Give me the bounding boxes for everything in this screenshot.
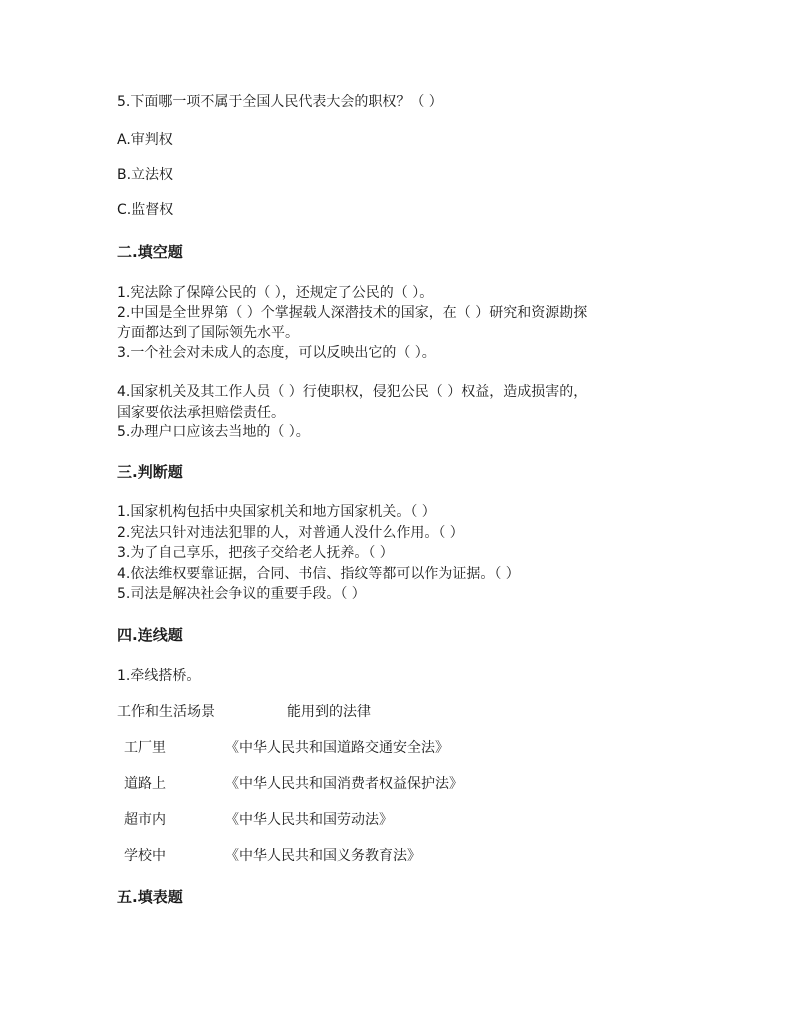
fill-blank-line-7: 5.办理户口应该去当地的（ ）。 xyxy=(117,424,310,440)
law-item: 《中华人民共和国劳动法》 xyxy=(225,812,393,828)
section-4-title: 四.连线题 xyxy=(117,626,183,644)
judge-line-3: 3.为了自己享乐，把孩子交给老人抚养。（ ） xyxy=(117,545,394,561)
fill-blank-line-2: 2.中国是全世界第（ ）个掌握载人深潜技术的国家，在（ ）研究和资源勘探 xyxy=(117,305,588,321)
fill-blank-line-3: 方面都达到了国际领先水平。 xyxy=(117,325,299,341)
question-5-stem: 5.下面哪一项不属于全国人民代表大会的职权？（ ） xyxy=(117,94,443,110)
matching-header-right: 能用到的法律 xyxy=(287,704,371,720)
law-item: 《中华人民共和国消费者权益保护法》 xyxy=(225,776,463,792)
judge-line-4: 4.依法维权要靠证据，合同、书信、指纹等都可以作为证据。（ ） xyxy=(117,566,520,582)
judge-line-2: 2.宪法只针对违法犯罪的人，对普通人没什么作用。（ ） xyxy=(117,525,464,541)
option-c: C.监督权 xyxy=(117,202,174,218)
law-item: 《中华人民共和国义务教育法》 xyxy=(225,848,421,864)
scene-item: 道路上 xyxy=(124,776,166,792)
fill-blank-line-6: 国家要依法承担赔偿责任。 xyxy=(117,405,285,421)
scene-item: 学校中 xyxy=(124,848,166,864)
matching-instruction: 1.牵线搭桥。 xyxy=(117,668,201,684)
section-2-title: 二.填空题 xyxy=(117,243,183,261)
scene-item: 工厂里 xyxy=(124,740,166,756)
option-b: B.立法权 xyxy=(117,167,174,183)
matching-header-left: 工作和生活场景 xyxy=(117,704,215,720)
option-a: A.审判权 xyxy=(117,132,173,148)
law-item: 《中华人民共和国道路交通安全法》 xyxy=(225,740,449,756)
fill-blank-line-5: 4.国家机关及其工作人员（ ）行使职权，侵犯公民（ ）权益，造成损害的， xyxy=(117,384,588,400)
fill-blank-line-1: 1.宪法除了保障公民的（ ），还规定了公民的（ ）。 xyxy=(117,285,434,301)
section-5-title: 五.填表题 xyxy=(117,888,183,906)
judge-line-5: 5.司法是解决社会争议的重要手段。（ ） xyxy=(117,586,366,602)
section-3-title: 三.判断题 xyxy=(117,463,183,481)
fill-blank-line-4: 3.一个社会对未成人的态度，可以反映出它的（ ）。 xyxy=(117,345,436,361)
judge-line-1: 1.国家机构包括中央国家机关和地方国家机关。（ ） xyxy=(117,504,436,520)
scene-item: 超市内 xyxy=(124,812,166,828)
